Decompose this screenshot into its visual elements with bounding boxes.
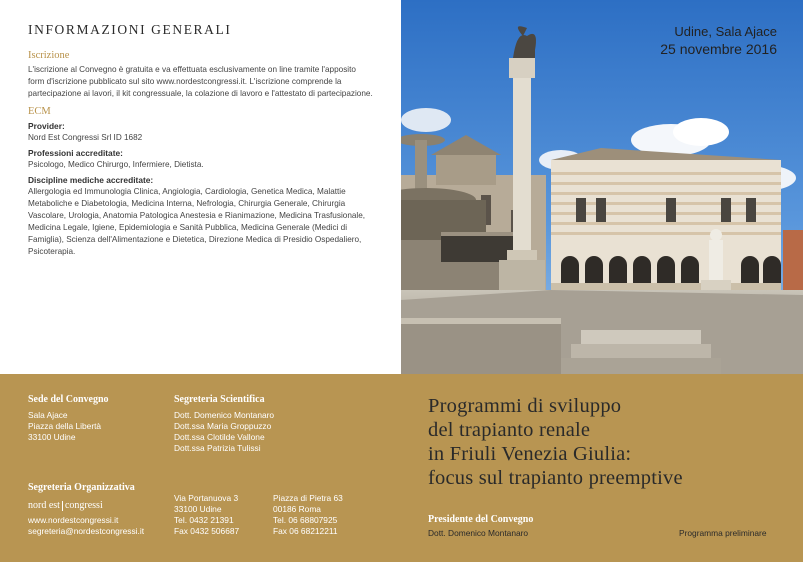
president-name	[428, 528, 528, 540]
office-udine-line: Fax 0432 506687	[174, 526, 240, 536]
program-title	[428, 394, 683, 490]
event-date: 25 novembre 2016	[660, 41, 777, 57]
professions-value: Psicologo, Medico Chirurgo, Infermiere, Dietista.	[28, 160, 204, 169]
office-roma-line: 00186 Roma	[273, 504, 321, 514]
disciplines-line: Psicoterapia.	[28, 247, 76, 256]
event-city: Udine	[674, 24, 709, 39]
disciplines-label: Discipline mediche accreditate:	[28, 175, 154, 185]
event-location	[674, 24, 777, 39]
ecm-heading: ECM	[28, 106, 51, 117]
office-roma-line: Tel. 06 68807925	[273, 515, 338, 525]
sede-line: 33100 Udine	[28, 432, 76, 442]
udine-square-photo	[401, 0, 803, 374]
office-udine-line: 33100 Udine	[174, 504, 222, 514]
footer-band	[0, 374, 803, 562]
event-venue: , Sala Ajace	[708, 24, 777, 39]
logo-divider	[62, 501, 63, 511]
info-title: INFORMAZIONI GENERALI	[28, 22, 232, 37]
iscrizione-text	[28, 64, 379, 100]
program-title-line: focus sul trapianto preemptive	[428, 467, 683, 489]
disciplines-line: Vascolare, Urologia, Anatomia Patologica Anestesia e Rianimazione, Medicina Trasfusionale,	[28, 211, 366, 220]
scientific-member: Dott.ssa Maria Groppuzzo	[174, 421, 272, 431]
scientific-member: Dott. Domenico Montanaro	[174, 410, 275, 420]
website-link[interactable]: www.nordestcongressi.it	[28, 515, 119, 525]
scientific-member: Dott.ssa Patrizia Tulissi	[174, 443, 261, 453]
provider-value: Nord Est Congressi Srl ID 1682	[28, 133, 143, 142]
iscrizione-heading: Iscrizione	[28, 50, 70, 61]
iscrizione-line: form d'iscrizione pubblicato sul sito www.nordestcongressi.it. L'iscrizione comprende la	[28, 77, 342, 86]
email-link[interactable]: segreteria@nordestcongressi.it	[28, 526, 145, 536]
president-heading: Presidente del Convegno	[428, 514, 534, 525]
disciplines-line: Medicina Legale, Igiene, Epidemiologia e Sanità Pubblica, Medicina Generale (Medici di	[28, 223, 348, 232]
logo-left-text: nord est	[28, 500, 60, 511]
president-fullname: Domenico Montanaro	[448, 528, 529, 538]
program-title-line: Programmi di sviluppo	[428, 395, 622, 417]
office-udine-line: Via Portanuova 3	[174, 493, 239, 503]
program-title-line: del trapianto renale	[428, 419, 591, 441]
president-prefix: Dott.	[428, 528, 449, 538]
preliminary-program-label: Programma preliminare	[679, 528, 767, 538]
iscrizione-line: partecipazione ai lavori, il kit congressuale, la colazione di lavoro e l'attestato di partecipazione.	[28, 89, 373, 98]
disciplines-line: Allergologia ed Immunologia Clinica, Angiologia, Cardiologia, Genetica Medica, Malattie	[28, 187, 346, 196]
logo-right-text: congressi	[64, 500, 103, 511]
office-roma-line: Piazza di Pietra 63	[273, 493, 343, 503]
office-udine-line: Tel. 0432 21391	[174, 515, 234, 525]
sede-line: Piazza della Libertà	[28, 421, 102, 431]
disciplines-value	[28, 186, 379, 258]
segreteria-organizzativa-heading: Segreteria Organizzativa	[28, 482, 135, 493]
segreteria-scientifica-heading: Segreteria Scientifica	[174, 394, 265, 405]
disciplines-line: Famiglia), Scienza dell'Alimentazione e Dietetica, Direzione Medica di Presidio Ospedaliero,	[28, 235, 362, 244]
disciplines-line: Metaboliche e Diabetologia, Medicina Interna, Nefrologia, Chirurgia Generale, Chirurgia	[28, 199, 346, 208]
sede-line: Sala Ajace	[28, 410, 68, 420]
program-title-line: in Friuli Venezia Giulia:	[428, 443, 632, 465]
provider-label: Provider:	[28, 121, 65, 131]
general-info-panel	[0, 0, 401, 374]
iscrizione-line: L'iscrizione al Convegno è gratuita e va effettuata esclusivamente on line tramite l'apposito	[28, 65, 356, 74]
scientific-member: Dott.ssa Clotilde Vallone	[174, 432, 265, 442]
office-roma-line: Fax 06 68212211	[273, 526, 338, 536]
sede-heading: Sede del Convegno	[28, 394, 109, 405]
nordest-logo	[28, 500, 103, 511]
professions-label: Professioni accreditate:	[28, 148, 123, 158]
